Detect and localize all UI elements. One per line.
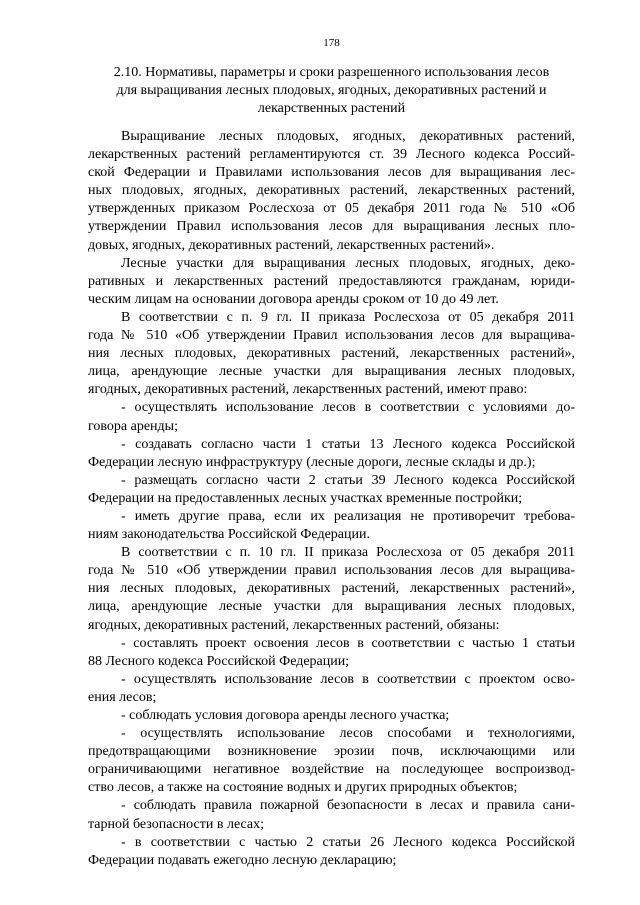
text-line: ния лесных плодовых, декоративных растений, лекарственных растений», bbox=[88, 581, 575, 597]
text-line: - соблюдать правила пожарной безопасности в лесах и правила сани- bbox=[121, 798, 575, 814]
text-line: В соответствии с п. 10 гл. II приказа Рослесхоза от 05 декабря 2011 bbox=[121, 545, 575, 561]
text-line: - создавать согласно части 1 статьи 13 Лесного кодекса Российской bbox=[121, 436, 575, 452]
text-line: утвержденных приказом Рослесхоза от 05 декабря 2011 года № 510 «Об bbox=[88, 201, 575, 217]
text-line: ения лесов; bbox=[88, 689, 157, 705]
section-heading-line: 2.10. Нормативы, параметры и сроки разрешенного использования лесов bbox=[113, 65, 550, 80]
text-line: года № 510 «Об утверждении Правил использования лесов для выращива- bbox=[88, 328, 575, 344]
text-line: ской Федерации и Правилами использования лесов для выращивания лес- bbox=[88, 165, 575, 181]
text-line: говора аренды; bbox=[88, 418, 178, 434]
text-line: предотвращающими возникновение эрозии почв, исключающими или bbox=[88, 744, 575, 760]
text-line: лица, арендующие лесные участки для выращивания лесных плодовых, bbox=[88, 599, 575, 615]
text-line: тарной безопасности в лесах; bbox=[88, 816, 264, 832]
text-line: - иметь другие права, если их реализация не противоречит требова- bbox=[121, 508, 575, 524]
text-line: - осуществлять использование лесов в соответствии с условиями до- bbox=[121, 400, 575, 416]
text-line: - осуществлять использование лесов способами и технологиями, bbox=[121, 726, 575, 742]
text-line: - размещать согласно части 2 статьи 39 Лесного кодекса Российской bbox=[121, 472, 575, 488]
text-line: 88 Лесного кодекса Российской Федерации; bbox=[88, 653, 350, 669]
text-line: Федерации подавать ежегодно лесную декларацию; bbox=[88, 852, 397, 868]
text-line: В соответствии с п. 9 гл. II приказа Рослесхоза от 05 декабря 2011 bbox=[121, 309, 575, 325]
text-line: - в соответствии с частью 2 статьи 26 Лесного кодекса Российской bbox=[121, 834, 575, 850]
text-line: - соблюдать условия договора аренды лесного участка; bbox=[121, 708, 450, 723]
text-line: ческим лицам на основании договора аренды сроком от 10 до 49 лет. bbox=[88, 291, 499, 307]
text-line: - осуществлять использование лесов в соответствии с проектом осво- bbox=[121, 671, 575, 687]
text-line: ративных и лекарственных растений предоставляются гражданам, юриди- bbox=[88, 273, 575, 289]
text-line: ягодных, декоративных растений, лекарственных растений, обязаны: bbox=[88, 617, 500, 633]
text-line: лекарственных растений регламентируются ст. 39 Лесного кодекса Россий- bbox=[88, 147, 575, 163]
body-text bbox=[88, 128, 575, 870]
section-heading-line: лекарственных растений bbox=[257, 101, 406, 117]
text-line: Федерации на предоставленных лесных участках временные постройки; bbox=[88, 490, 523, 506]
text-line: ягодных, декоративных растений, лекарственных растений, имеют право: bbox=[88, 382, 528, 398]
page-number: 178 bbox=[323, 37, 340, 49]
text-line: Выращивание лесных плодовых, ягодных, декоративных растений, bbox=[121, 129, 575, 144]
text-line: Лесные участки для выращивания лесных плодовых, ягодных, деко- bbox=[121, 255, 575, 271]
text-line: ниям законодательства Российской Федерации. bbox=[88, 527, 370, 543]
text-line: ных плодовых, ягодных, декоративных растений, лекарственных растений, bbox=[88, 183, 575, 199]
text-line: года № 510 «Об утверждении правил использования лесов для выращива- bbox=[88, 563, 575, 579]
text-line: ния лесных плодовых, декоративных растений, лекарственных растений», bbox=[88, 346, 575, 362]
section-heading bbox=[88, 64, 575, 118]
text-line: ство лесов, а также на состояние водных и других природных объектов; bbox=[88, 780, 518, 796]
text-line: Федерации лесную инфраструктуру (лесные дороги, лесные склады и др.); bbox=[88, 454, 536, 470]
text-line: довых, ягодных, декоративных растений, лекарственных растений». bbox=[88, 237, 495, 253]
text-line: ограничивающими негативное воздействие на последующее воспроизвод- bbox=[88, 762, 575, 778]
text-line: - составлять проект освоения лесов в соответствии с частью 1 статьи bbox=[121, 635, 575, 651]
text-line: лица, арендующие лесные участки для выращивания лесных плодовых, bbox=[88, 364, 575, 380]
section-heading-line: для выращивания лесных плодовых, ягодных, декоративных растений и bbox=[116, 83, 547, 99]
text-line: утверждении Правил использования лесов для выращивания лесных пло- bbox=[88, 219, 575, 235]
